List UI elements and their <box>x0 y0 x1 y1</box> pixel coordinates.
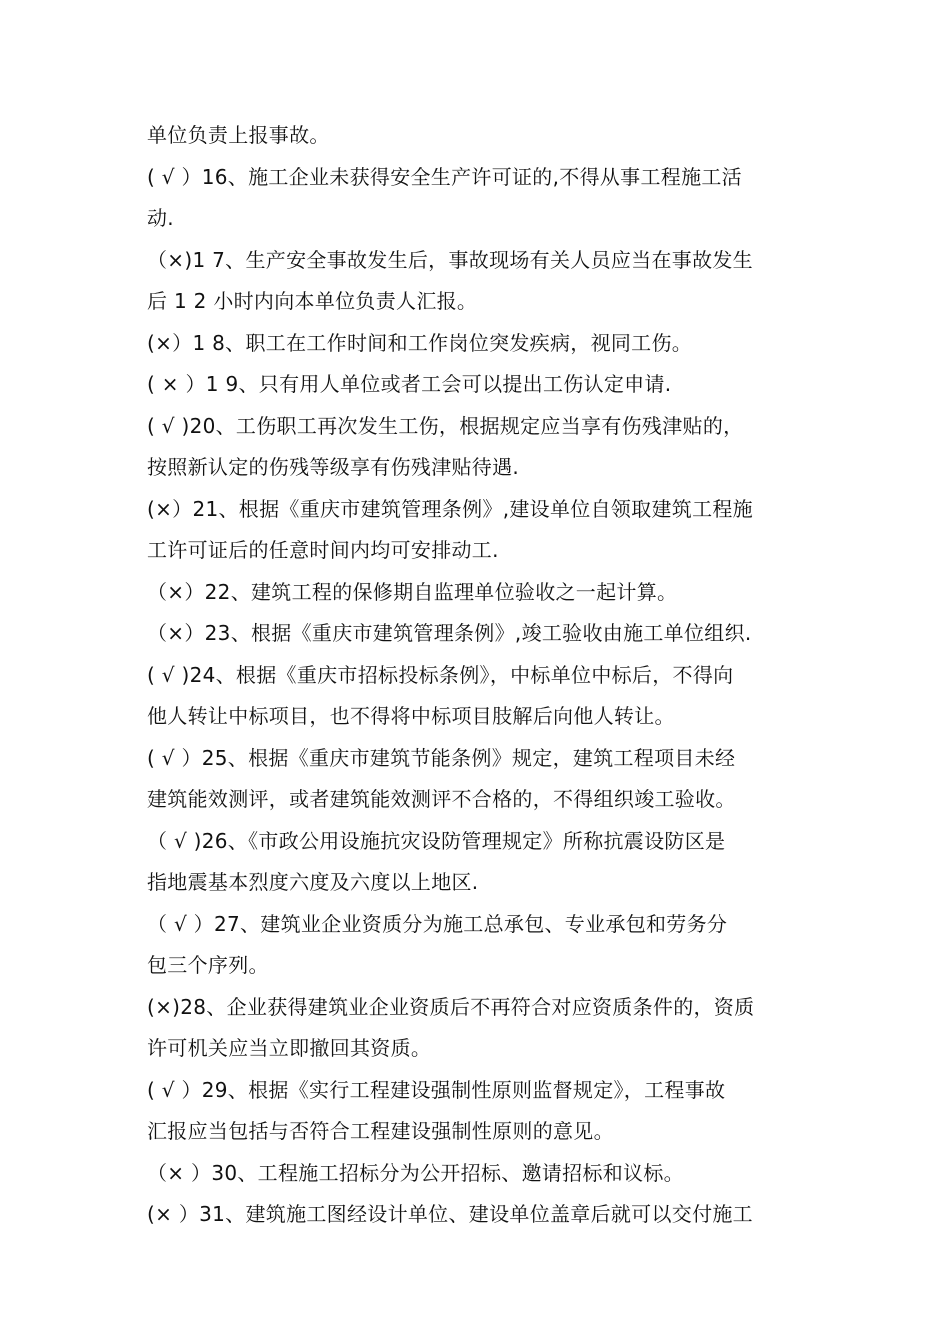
text-line: （ √ ）27、建筑业企业资质分为施工总承包、专业承包和劳务分 <box>147 912 728 936</box>
text-line: 许可机关应当立即撤回其资质。 <box>147 1036 432 1060</box>
text-line: 工许可证后的任意时间内均可安排动工. <box>147 538 499 562</box>
text-line: （×）22、建筑工程的保修期自监理单位验收之一起计算。 <box>147 580 678 604</box>
text-line: (×)28、企业获得建筑业企业资质后不再符合对应资质条件的，资质 <box>147 995 755 1019</box>
text-line: 后 1 2 小时内向本单位负责人汇报。 <box>147 289 478 313</box>
text-line: 动. <box>147 206 174 230</box>
text-line: （×）23、根据《重庆市建筑管理条例》,竣工验收由施工单位组织. <box>147 621 752 645</box>
text-line: ( √ ）16、施工企业未获得安全生产许可证的,不得从事工程施工活 <box>147 165 742 189</box>
text-line: 他人转让中标项目，也不得将中标项目肢解后向他人转让。 <box>147 704 675 728</box>
text-line: ( √ )24、根据《重庆市招标投标条例》，中标单位中标后，不得向 <box>147 663 734 687</box>
text-line: ( × ）1 9、只有用人单位或者工会可以提出工伤认定申请. <box>147 372 672 396</box>
text-line: (×）21、根据《重庆市建筑管理条例》,建设单位自领取建筑工程施 <box>147 497 753 521</box>
text-line: ( √ ）25、根据《重庆市建筑节能条例》规定，建筑工程项目未经 <box>147 746 736 770</box>
text-line: 单位负责上报事故。 <box>147 123 330 147</box>
text-line: 建筑能效测评，或者建筑能效测评不合格的，不得组织竣工验收。 <box>147 787 736 811</box>
text-line: ( √ ）29、根据《实行工程建设强制性原则监督规定》，工程事故 <box>147 1078 726 1102</box>
text-line: 汇报应当包括与否符合工程建设强制性原则的意见。 <box>147 1119 614 1143</box>
text-line: (×）1 8、职工在工作时间和工作岗位突发疾病，视同工伤。 <box>147 331 693 355</box>
text-line: 按照新认定的伤残等级享有伤残津贴待遇. <box>147 455 520 479</box>
text-line: 包三个序列。 <box>147 953 269 977</box>
text-line: （ √ )26、《市政公用设施抗灾设防管理规定》所称抗震设防区是 <box>147 829 726 853</box>
text-line: ( √ )20、工伤职工再次发生工伤，根据规定应当享有伤残津贴的， <box>147 414 744 438</box>
text-line: （× ）30、工程施工招标分为公开招标、邀请招标和议标。 <box>147 1161 684 1185</box>
text-line: 指地震基本烈度六度及六度以上地区. <box>147 870 479 894</box>
text-line: (× ）31、建筑施工图经设计单位、建设单位盖章后就可以交付施工 <box>147 1202 753 1226</box>
text-line: （×)1 7、生产安全事故发生后，事故现场有关人员应当在事故发生 <box>147 248 753 272</box>
